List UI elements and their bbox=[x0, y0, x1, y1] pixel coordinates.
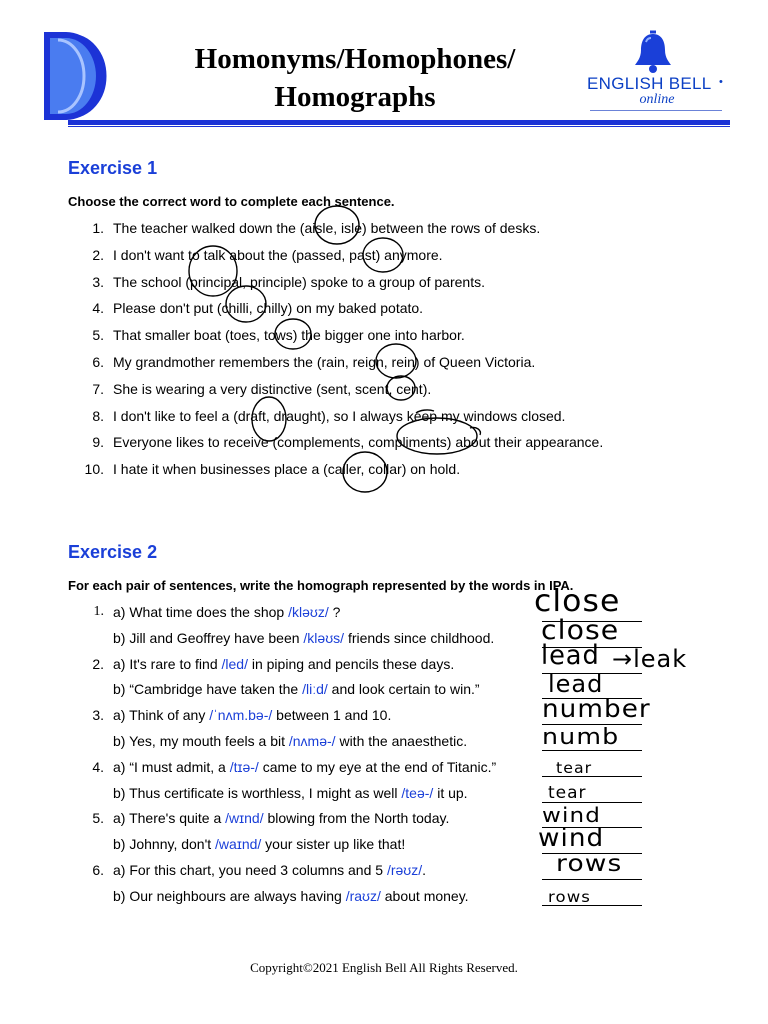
pair-sentence-text bbox=[113, 883, 469, 909]
pair-number: 3. bbox=[92, 707, 104, 724]
item-number: 5. bbox=[92, 327, 104, 344]
exercise-1-title: Exercise 1 bbox=[68, 158, 158, 178]
item-sentence: I don't like to feel a (draft, draught), so I always keep my windows closed. bbox=[113, 407, 566, 424]
ipa-word: /nʌmə-/ bbox=[288, 733, 336, 749]
handwritten-answer: lead bbox=[548, 670, 604, 698]
ipa-word: /tɪə-/ bbox=[229, 758, 259, 775]
item-number: 7. bbox=[92, 380, 104, 397]
ipa-word: /kləʊz/ bbox=[288, 604, 329, 620]
item-sentence: My grandmother remembers the (rain, reign, rein) of Queen Victoria. bbox=[113, 353, 536, 370]
item-sentence: The school (principal, principle) spoke to a group of parents. bbox=[113, 273, 485, 290]
brand-subtitle: online bbox=[639, 92, 675, 107]
exercise-1-item bbox=[68, 269, 688, 296]
header-divider-thin bbox=[68, 126, 730, 127]
handwritten-note: →leak bbox=[612, 644, 688, 673]
pair-sentence-text bbox=[113, 728, 467, 754]
sentence-start: b) Jill and Geoffrey have been bbox=[113, 629, 304, 646]
item-number: 3. bbox=[92, 273, 104, 290]
bell-icon bbox=[632, 30, 674, 74]
ipa-word: /kləʊs/ bbox=[303, 629, 345, 646]
handwritten-answer: close bbox=[541, 615, 620, 647]
handwritten-answer: tear bbox=[548, 782, 587, 803]
brand-underline bbox=[590, 110, 722, 111]
exercise-1-item bbox=[68, 456, 688, 483]
exercise-1-item bbox=[68, 215, 688, 242]
handwritten-answer: wind bbox=[538, 822, 605, 852]
sentence-end: about money. bbox=[380, 887, 469, 904]
sentence-start: b) Thus certificate is worthless, I might as well bbox=[113, 784, 402, 801]
exercise-1-item bbox=[68, 322, 688, 349]
pair-number: 1. bbox=[93, 604, 104, 619]
ipa-word: /wɪnd/ bbox=[225, 810, 264, 827]
sentence-end: your sister up like that! bbox=[261, 836, 406, 853]
sentence-start: b) Our neighbours are always having bbox=[113, 887, 346, 904]
item-sentence: She is wearing a very distinctive (sent, scent, cent). bbox=[113, 380, 432, 397]
handwritten-answer: lead bbox=[541, 639, 600, 671]
pair-number: 5. bbox=[92, 810, 104, 827]
item-number: 2. bbox=[92, 246, 104, 263]
header-divider bbox=[68, 120, 730, 125]
item-number: 1. bbox=[92, 220, 104, 236]
handwritten-answer: close bbox=[534, 584, 621, 619]
ipa-word: /teə-/ bbox=[401, 784, 434, 801]
sentence-start: b) Johnny, don't bbox=[113, 836, 216, 853]
sentence-end: . bbox=[422, 862, 427, 878]
brand-mark-icon bbox=[40, 30, 120, 122]
exercise-1-list bbox=[68, 215, 688, 483]
item-sentence: I don't want to talk about the (passed, past) anymore. bbox=[113, 246, 443, 263]
pair-sentence-text bbox=[113, 651, 454, 677]
handwritten-answer: rows bbox=[548, 888, 592, 907]
handwritten-answer: tear bbox=[556, 759, 593, 778]
sentence-start: a) It's rare to find bbox=[113, 655, 222, 672]
item-sentence: Please don't put (chilli, chilly) on my baked potato. bbox=[113, 300, 424, 317]
exercise-2-instruction: For each pair of sentences, write the homograph represented by the words in IPA. bbox=[68, 578, 574, 593]
item-sentence: Everyone likes to receive (complements, compliments) about their appearance. bbox=[113, 434, 604, 451]
ipa-word: /waɪnd/ bbox=[215, 836, 262, 853]
sentence-start: a) “I must admit, a bbox=[113, 758, 230, 775]
exercise-1-item bbox=[68, 376, 688, 403]
exercise-1-item bbox=[68, 349, 688, 376]
item-number: 6. bbox=[92, 353, 104, 370]
sentence-end: and look certain to win.” bbox=[327, 681, 480, 698]
exercise-1-item bbox=[68, 403, 688, 430]
pair-sentence-text bbox=[113, 857, 426, 883]
pair-sentence-text bbox=[113, 780, 468, 806]
item-sentence: I hate it when businesses place a (caller, collar) on hold. bbox=[113, 461, 461, 478]
sentence-end: came to my eye at the end of Titanic.” bbox=[258, 758, 497, 775]
sentence-end: it up. bbox=[433, 784, 468, 801]
ipa-word: /liːd/ bbox=[302, 681, 328, 698]
brand-dot: • bbox=[719, 76, 723, 88]
item-number: 9. bbox=[92, 434, 104, 451]
handwritten-answer: number bbox=[542, 693, 651, 723]
answer-blank[interactable] bbox=[542, 750, 642, 751]
pair-sentence-text bbox=[113, 831, 405, 857]
item-number: 10. bbox=[84, 461, 104, 478]
sentence-end: blowing from the North today. bbox=[263, 810, 450, 827]
pair-number: 2. bbox=[92, 655, 104, 672]
handwritten-answer: rows bbox=[556, 850, 623, 877]
sentence-start: b) Yes, my mouth feels a bit bbox=[113, 733, 289, 749]
sentence-start: a) What time does the shop bbox=[113, 604, 289, 620]
item-sentence: The teacher walked down the (aisle, isle) between the rows of desks. bbox=[113, 220, 541, 236]
pair-sentence-text bbox=[113, 676, 480, 702]
exercise-2-title: Exercise 2 bbox=[68, 542, 158, 562]
brand-logo bbox=[582, 30, 732, 115]
pair-sentence-text bbox=[113, 625, 494, 651]
sentence-end: ? bbox=[328, 604, 341, 620]
item-number: 4. bbox=[92, 300, 104, 317]
sentence-start: b) “Cambridge have taken the bbox=[113, 681, 303, 698]
pair-sentence-text bbox=[113, 754, 496, 780]
sentence-end: in piping and pencils these days. bbox=[247, 655, 455, 672]
sentence-start: a) There's quite a bbox=[113, 810, 226, 827]
handwritten-answer: wind bbox=[542, 803, 601, 828]
ipa-word: /rəʊz/ bbox=[386, 862, 423, 878]
pair-sentence-text bbox=[113, 599, 340, 625]
footer-copyright: Copyright©2021 English Bell All Rights Reserved. bbox=[250, 960, 518, 975]
title-line-2: Homographs bbox=[274, 81, 436, 113]
title-line-1: Homonyms/Homophones/ bbox=[194, 43, 516, 75]
sentence-end: between 1 and 10. bbox=[272, 707, 392, 724]
ipa-word: /raʊz/ bbox=[345, 887, 381, 904]
pair-number: 4. bbox=[92, 758, 104, 775]
exercise-1-instruction: Choose the correct word to complete each sentence. bbox=[68, 194, 395, 209]
answer-blank[interactable] bbox=[542, 879, 642, 880]
sentence-end: friends since childhood. bbox=[344, 629, 495, 646]
pair-number: 6. bbox=[92, 862, 104, 878]
item-number: 8. bbox=[92, 407, 104, 424]
sentence-start: a) For this chart, you need 3 columns and 5 bbox=[113, 862, 387, 878]
exercise-1-item bbox=[68, 242, 688, 269]
handwritten-answer: numb bbox=[542, 724, 620, 750]
sentence-end: with the anaesthetic. bbox=[335, 733, 468, 749]
item-sentence: That smaller boat (toes, tows) the bigger one into harbor. bbox=[113, 327, 465, 344]
brand-name: ENGLISH BELL bbox=[587, 74, 712, 93]
exercise-1-item bbox=[68, 295, 688, 322]
pair-sentence-text bbox=[113, 702, 391, 728]
ipa-word: /led/ bbox=[221, 655, 248, 672]
ipa-word: /ˈnʌm.bə-/ bbox=[209, 707, 273, 724]
exercise-1-item bbox=[68, 429, 688, 456]
sentence-start: a) Think of any bbox=[113, 707, 210, 724]
pair-sentence-text bbox=[113, 805, 449, 831]
page-title bbox=[130, 40, 580, 116]
